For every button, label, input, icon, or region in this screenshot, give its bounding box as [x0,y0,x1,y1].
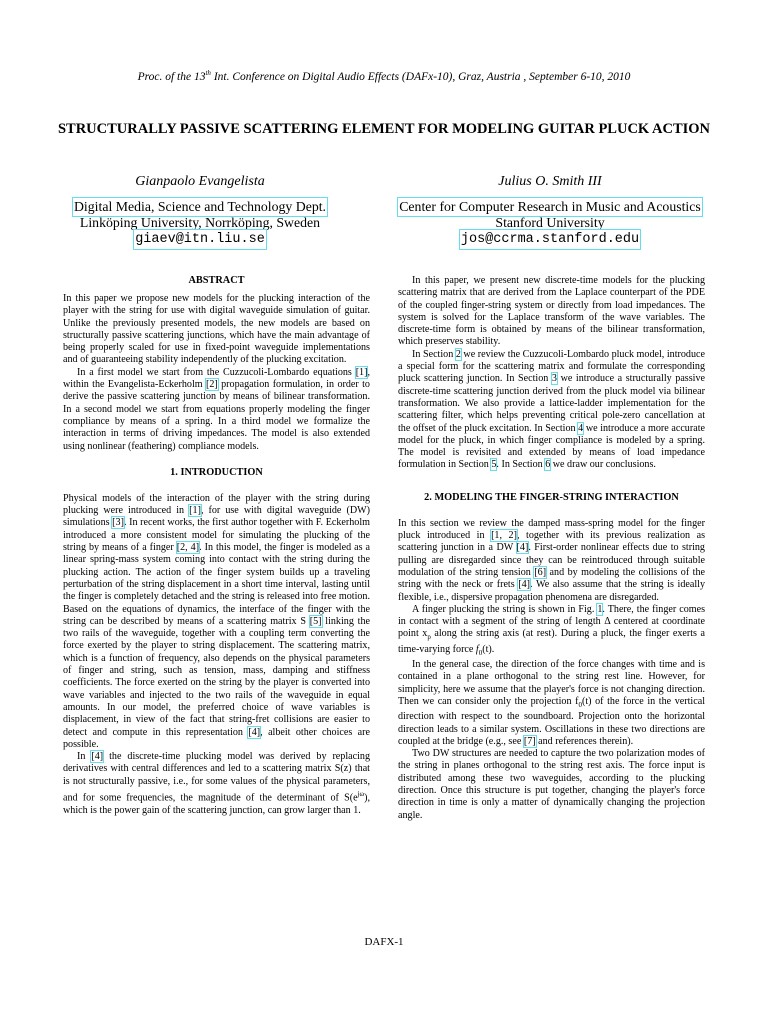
section-link[interactable]: 2 [455,348,461,360]
citation-link[interactable]: [4] [516,542,529,554]
section-link[interactable]: 6 [545,459,551,471]
citation-link[interactable]: [7] [523,735,536,747]
citation-link[interactable]: [4] [518,579,531,591]
author-block-2 [375,173,725,248]
page-footer: DAFX-1 [364,936,404,948]
body-paragraph: In this paper, we present new discrete-time models for the plucking scattering matrix that are derived from the Laplace counterpart of the PDE of the coupled finger-string system or directly from load impedances. The system is solved for the Laplace transform of the wave variables. The discrete-time form is obtained by means of the bilinear transformation, which preserves stability. [398,275,705,348]
citation-link[interactable]: [1] [355,366,368,378]
citation-link[interactable]: [3] [112,517,124,529]
paper-title: STRUCTURALLY PASSIVE SCATTERING ELEMENT FOR MODELING GUITAR PLUCK ACTION [57,121,711,137]
right-column [398,275,705,822]
affiliation-link[interactable]: Digital Media, Science and Technology Dept. [73,199,327,214]
body-paragraph: A finger plucking the string is shown in Fig. 1. There, the finger comes in contact with a segment of the string of length Δ centered at coordinate point $x_p$ along the string axis (at rest). During a pluck, the finger exerts a time-varying force $f_0(t)$. [398,603,705,657]
left-column [63,275,370,817]
citation-link[interactable]: [5] [309,615,322,627]
conference-header: Proc. of the 13th Int. Conference on Digital Audio Effects (DAFx-10), Graz, Austria , September 6-10, 2010 [137,69,631,83]
citation-link[interactable]: [2] [205,379,218,391]
abstract-paragraph: In a first model we start from the Cuzzucoli-Lombardo equations [1], within the Evangelista-Eckerholm [2] propagation formulation, in order to derive the passive scattering junction by means of bilinear transformation. In a second model we start from equations properly modeling the finger compliance by means of a spring. In a third model we formalize the interaction in terms of driving impedances. The model is also extended using nonlinear (feathering) compliance models. [63,366,370,452]
citation-link[interactable]: [6] [534,566,547,578]
citation-link[interactable]: [2, 4] [176,542,200,554]
author-block-1 [40,173,360,248]
body-paragraph: Physical models of the interaction of the player with the string during plucking were introduced in [1], for use with digital waveguide (DW) simulations [3]. In recent works, the first author together with F. Eckerholm introduced a more consistent model for simulating the plucking of the string by means of a finger [2, 4]. In this model, the finger is modeled as a linear spring-mass system coming into contact with the string during the plucking action. The action of the finger system builds up a traveling perturbation of the string displacement in a short time interval, lasting until the finger is completely detached and the string is released into free motion. Based on the equations of dynamics, the interface of the finger with the string can be described by means of a scattering matrix S [5] linking the two rails of the waveguide, together with a coupling term converting the force exerted by the player to string displacement. The scattering matrix, which is a function of frequency, also depends on the physical parameters of finger and string, such as tension, mass, damping and stiffness coefficients. The force exerted on the string by the player is converted into wave variables and injected to the two rails of the waveguide in equal amounts. In our model, the preferred choice of wave variables is displacement, in view of the fact that string-fret collisions are easier to detect and compute in this representation [4], albeit other choices are possible. [63,492,370,750]
citation-link[interactable]: [4] [248,726,261,738]
body-paragraph: In Section 2 we review the Cuzzucoli-Lombardo pluck model, introduce a special form for the scattering matrix and formulate the corresponding pluck scattering junction. In Section 3 we introduce a structurally passive discrete-time scattering junction derived from the pluck model via bilinear transformation. We also provide a lattice-ladder implementation for the scattering filter, which helps preventing critical pole-zero cancellation at the offset of the pluck excitation. In Section 4 we introduce a more accurate model for the pluck, in which finger compliance is modeled by a spring. The model is revisited and extended by means of load impedance formulation in Section 5. In Section 6 we draw our conclusions. [398,348,705,471]
citation-link[interactable]: [1] [189,505,201,517]
author-name: Gianpaolo Evangelista [135,174,265,189]
author-name: Julius O. Smith III [498,174,602,189]
section-heading: 2. MODELING THE FINGER-STRING INTERACTION [424,491,679,503]
section-link[interactable]: 5 [491,459,497,471]
abstract-paragraph: In this paper we propose new models for the plucking interaction of the player with the string for use with digital waveguide simulation of guitar. Unlike the previously presented models, the new models are based on structurally passive scattering junctions, which have the main advantage of being properly scaled for use in fixed-point waveguide implementations and of guaranteeing stability independently of the plucking excitation. [63,293,370,366]
body-paragraph: Two DW structures are needed to capture the two polarization modes of the string in planes orthogonal to the string rest axis. The force input is distributed among these two waveguides, according to the plucking direction. Once this structure is put together, changing the player's force direction in time is only a matter of dynamically changing the projection angle. [398,748,705,821]
section-link[interactable]: 3 [551,373,557,385]
citation-link[interactable]: [1, 2] [491,530,517,542]
body-paragraph: In [4] the discrete-time plucking model was derived by replacing derivatives with central differences and led to a scattering matrix S(z) that is not structurally passive, i.e., for some values of the physical parameters, and for some frequencies, the magnitude of the determinant of $S(e^{j\omega})$, which is the power gain of the scattering junction, can grow larger than 1. [63,751,370,816]
body-paragraph: In the general case, the direction of the force changes with time and is contained in a plane orthogonal to the string rest line. However, for simplicity, here we assume that the player's force is not changing direction. Then we can consider only the projection $f_0(t)$ of the force in the vertical direction with respect to the soundboard. Projection onto the horizontal direction leads to a similar system. Oscillations in these two directions are coupled at the bridge (e.g., see [7] and references therein). [398,659,705,747]
citation-link[interactable]: [4] [91,751,104,763]
author-location: Linköping University, Norrköping, Sweden [79,215,321,230]
abstract-heading: ABSTRACT [188,275,245,286]
section-heading: 1. INTRODUCTION [170,466,263,478]
email-link[interactable]: jos@ccrma.stanford.edu [460,232,640,247]
body-paragraph: In this section we review the damped mass-spring model for the finger pluck introduced in [1, 2], together with its previous realization as scattering junction in a DW [4]. First-order nonlinear effects due to string pulling are disregarded since they can be reintroduced through suitable modulation of the string tension [6] and by modeling the collisions of the string with the neck or frets [4]. We also assume that the string is ideally flexible, i.e., dispersive propagation phenomena are disregarded. [398,517,706,603]
figure-link[interactable]: 1 [597,603,603,615]
author-location: Stanford University [495,215,605,230]
affiliation-link[interactable]: Center for Computer Research in Music and Acoustics [399,199,701,214]
email-link[interactable]: giaev@itn.liu.se [135,232,265,247]
section-link[interactable]: 4 [578,422,584,434]
